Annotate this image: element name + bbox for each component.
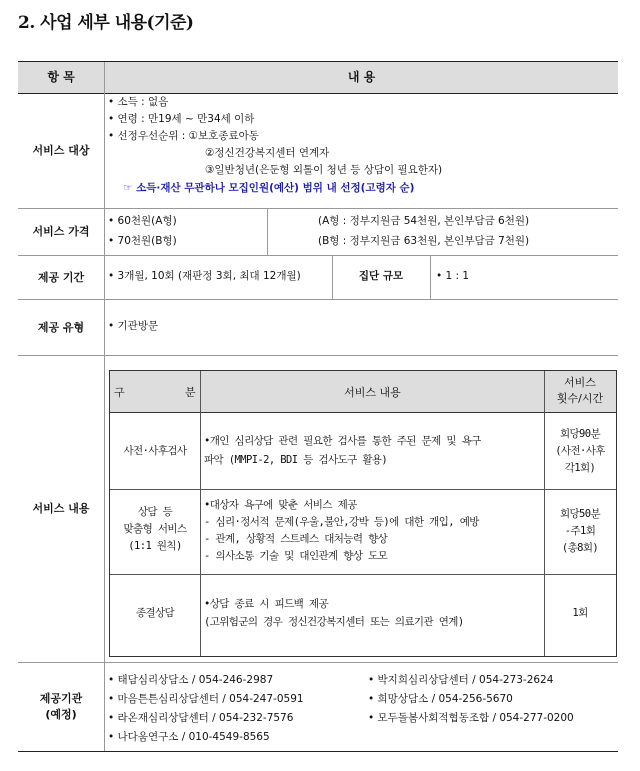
- inner-col-divider: [200, 371, 201, 656]
- row-divider: [18, 299, 618, 300]
- period-value: • 3개월, 10회 (재판정 3회, 최대 12개월): [108, 270, 301, 282]
- header-content: 내 용: [347, 70, 376, 84]
- price-b-detail: (B형 : 정부지원금 63천원, 본인부담금 7천원): [318, 235, 530, 247]
- inner-divider: [110, 412, 616, 413]
- inner-h-col2: 서비스 내용: [344, 386, 401, 399]
- row-divider: [18, 208, 618, 209]
- target-label: 서비스 대상: [32, 144, 90, 157]
- type-value: • 기관방문: [108, 320, 159, 332]
- providers-label: 제공기관 (예정): [39, 692, 83, 721]
- inner-divider: [110, 574, 616, 575]
- target-line-3: • 선정우선순위 : ①보호종료아동: [108, 130, 259, 142]
- provider-left-4: • 나다움연구소 / 010-4549-8565: [108, 731, 270, 743]
- provider-right-1: • 박지희심리상담센터 / 054-273-2624: [368, 674, 554, 686]
- content-label: 서비스 내용: [32, 502, 90, 515]
- provider-right-2: • 희망상담소 / 054-256-5670: [368, 693, 513, 705]
- target-sub-2: ③일반청년(은둔형 외톨이 청년 등 상담이 필요한자): [205, 164, 443, 176]
- provider-left-3: • 라온재심리상담센터 / 054-232-7576: [108, 712, 294, 724]
- target-note: ☞ 소득·재산 무관하나 모집인원(예산) 범위 내 선정(고령자 순): [123, 182, 415, 194]
- target-line-2: • 연령 : 만19세 ~ 만34세 이하: [108, 113, 255, 125]
- row2-freq-2: -주1회: [564, 525, 596, 537]
- row3-desc-2: (고위험군의 경우 정신건강복지센터 또는 의료기관 연계): [204, 616, 464, 628]
- row2-desc-1: •대상자 욕구에 맞춘 서비스 제공: [204, 499, 357, 511]
- row2-desc-2: - 심리·정서적 문제(우울,불안,강박 등)에 대한 개입, 예방: [204, 516, 479, 528]
- inner-h-col1a: 구: [114, 386, 125, 399]
- price-a: • 60천원(A형): [108, 215, 177, 227]
- type-label: 제공 유형: [37, 320, 85, 334]
- target-sub-1: ②정신건강복지센터 연계자: [205, 147, 330, 159]
- row3-freq-1: 1회: [572, 607, 588, 619]
- table-header: [18, 61, 618, 94]
- row3-name: 종결상담: [135, 607, 175, 619]
- price-a-detail: (A형 : 정부지원금 54천원, 본인부담금 6천원): [318, 215, 530, 227]
- group-value: • 1 : 1: [436, 270, 470, 282]
- provider-left-1: • 태담심리상담소 / 054-246-2987: [108, 674, 274, 686]
- price-divider: [267, 209, 268, 255]
- target-line-1: • 소득 : 없음: [108, 96, 169, 108]
- row3-desc-1: •상담 종료 시 피드백 제공: [204, 598, 329, 610]
- header-item: 항 목: [18, 62, 105, 93]
- price-b-left: • 70천원(B형): [108, 235, 177, 247]
- group-label: 집단 규모: [358, 270, 404, 282]
- period-divider-2: [430, 256, 431, 299]
- page-title: 2. 사업 세부 내용(기준): [18, 13, 194, 33]
- row1-freq-1: 회당90분: [559, 428, 601, 440]
- inner-divider: [110, 489, 616, 490]
- row1-freq-2: (사전·사후: [555, 445, 605, 457]
- row-divider: [18, 355, 618, 356]
- row-divider: [18, 255, 618, 256]
- column-divider: [104, 93, 105, 751]
- row2-desc-4: - 의사소통 기술 및 대인관계 향상 도모: [204, 550, 388, 562]
- provider-left-2: • 마음튼튼심리상담센터 / 054-247-0591: [108, 693, 304, 705]
- price-label: 서비스 가격: [32, 225, 90, 238]
- row2-name: 상담 등 맞춤형 서비스 (1:1 원칙): [123, 506, 187, 552]
- row1-desc-2: 파악 (MMPI-2, BDI 등 검사도구 활용): [204, 454, 388, 466]
- row2-freq-1: 회당50분: [559, 508, 601, 520]
- row2-desc-3: - 관계, 상황적 스트레스 대처능력 향상: [204, 533, 388, 545]
- row1-freq-3: 각1회): [564, 462, 596, 474]
- row1-name: 사전·사후검사: [123, 445, 187, 457]
- row2-freq-3: (총8회): [561, 542, 599, 554]
- inner-h-col3: 서비스 횟수/시간: [556, 376, 604, 405]
- period-label: 제공 기간: [37, 270, 85, 284]
- table-bottom-rule: [18, 751, 618, 752]
- inner-h-col1b: 분: [185, 386, 196, 399]
- row-divider: [18, 662, 618, 663]
- provider-right-3: • 모두돌봄사회적협동조합 / 054-277-0200: [368, 712, 574, 724]
- row1-desc-1: •개인 심리상담 관련 필요한 검사를 통한 주된 문제 및 욕구: [204, 435, 481, 447]
